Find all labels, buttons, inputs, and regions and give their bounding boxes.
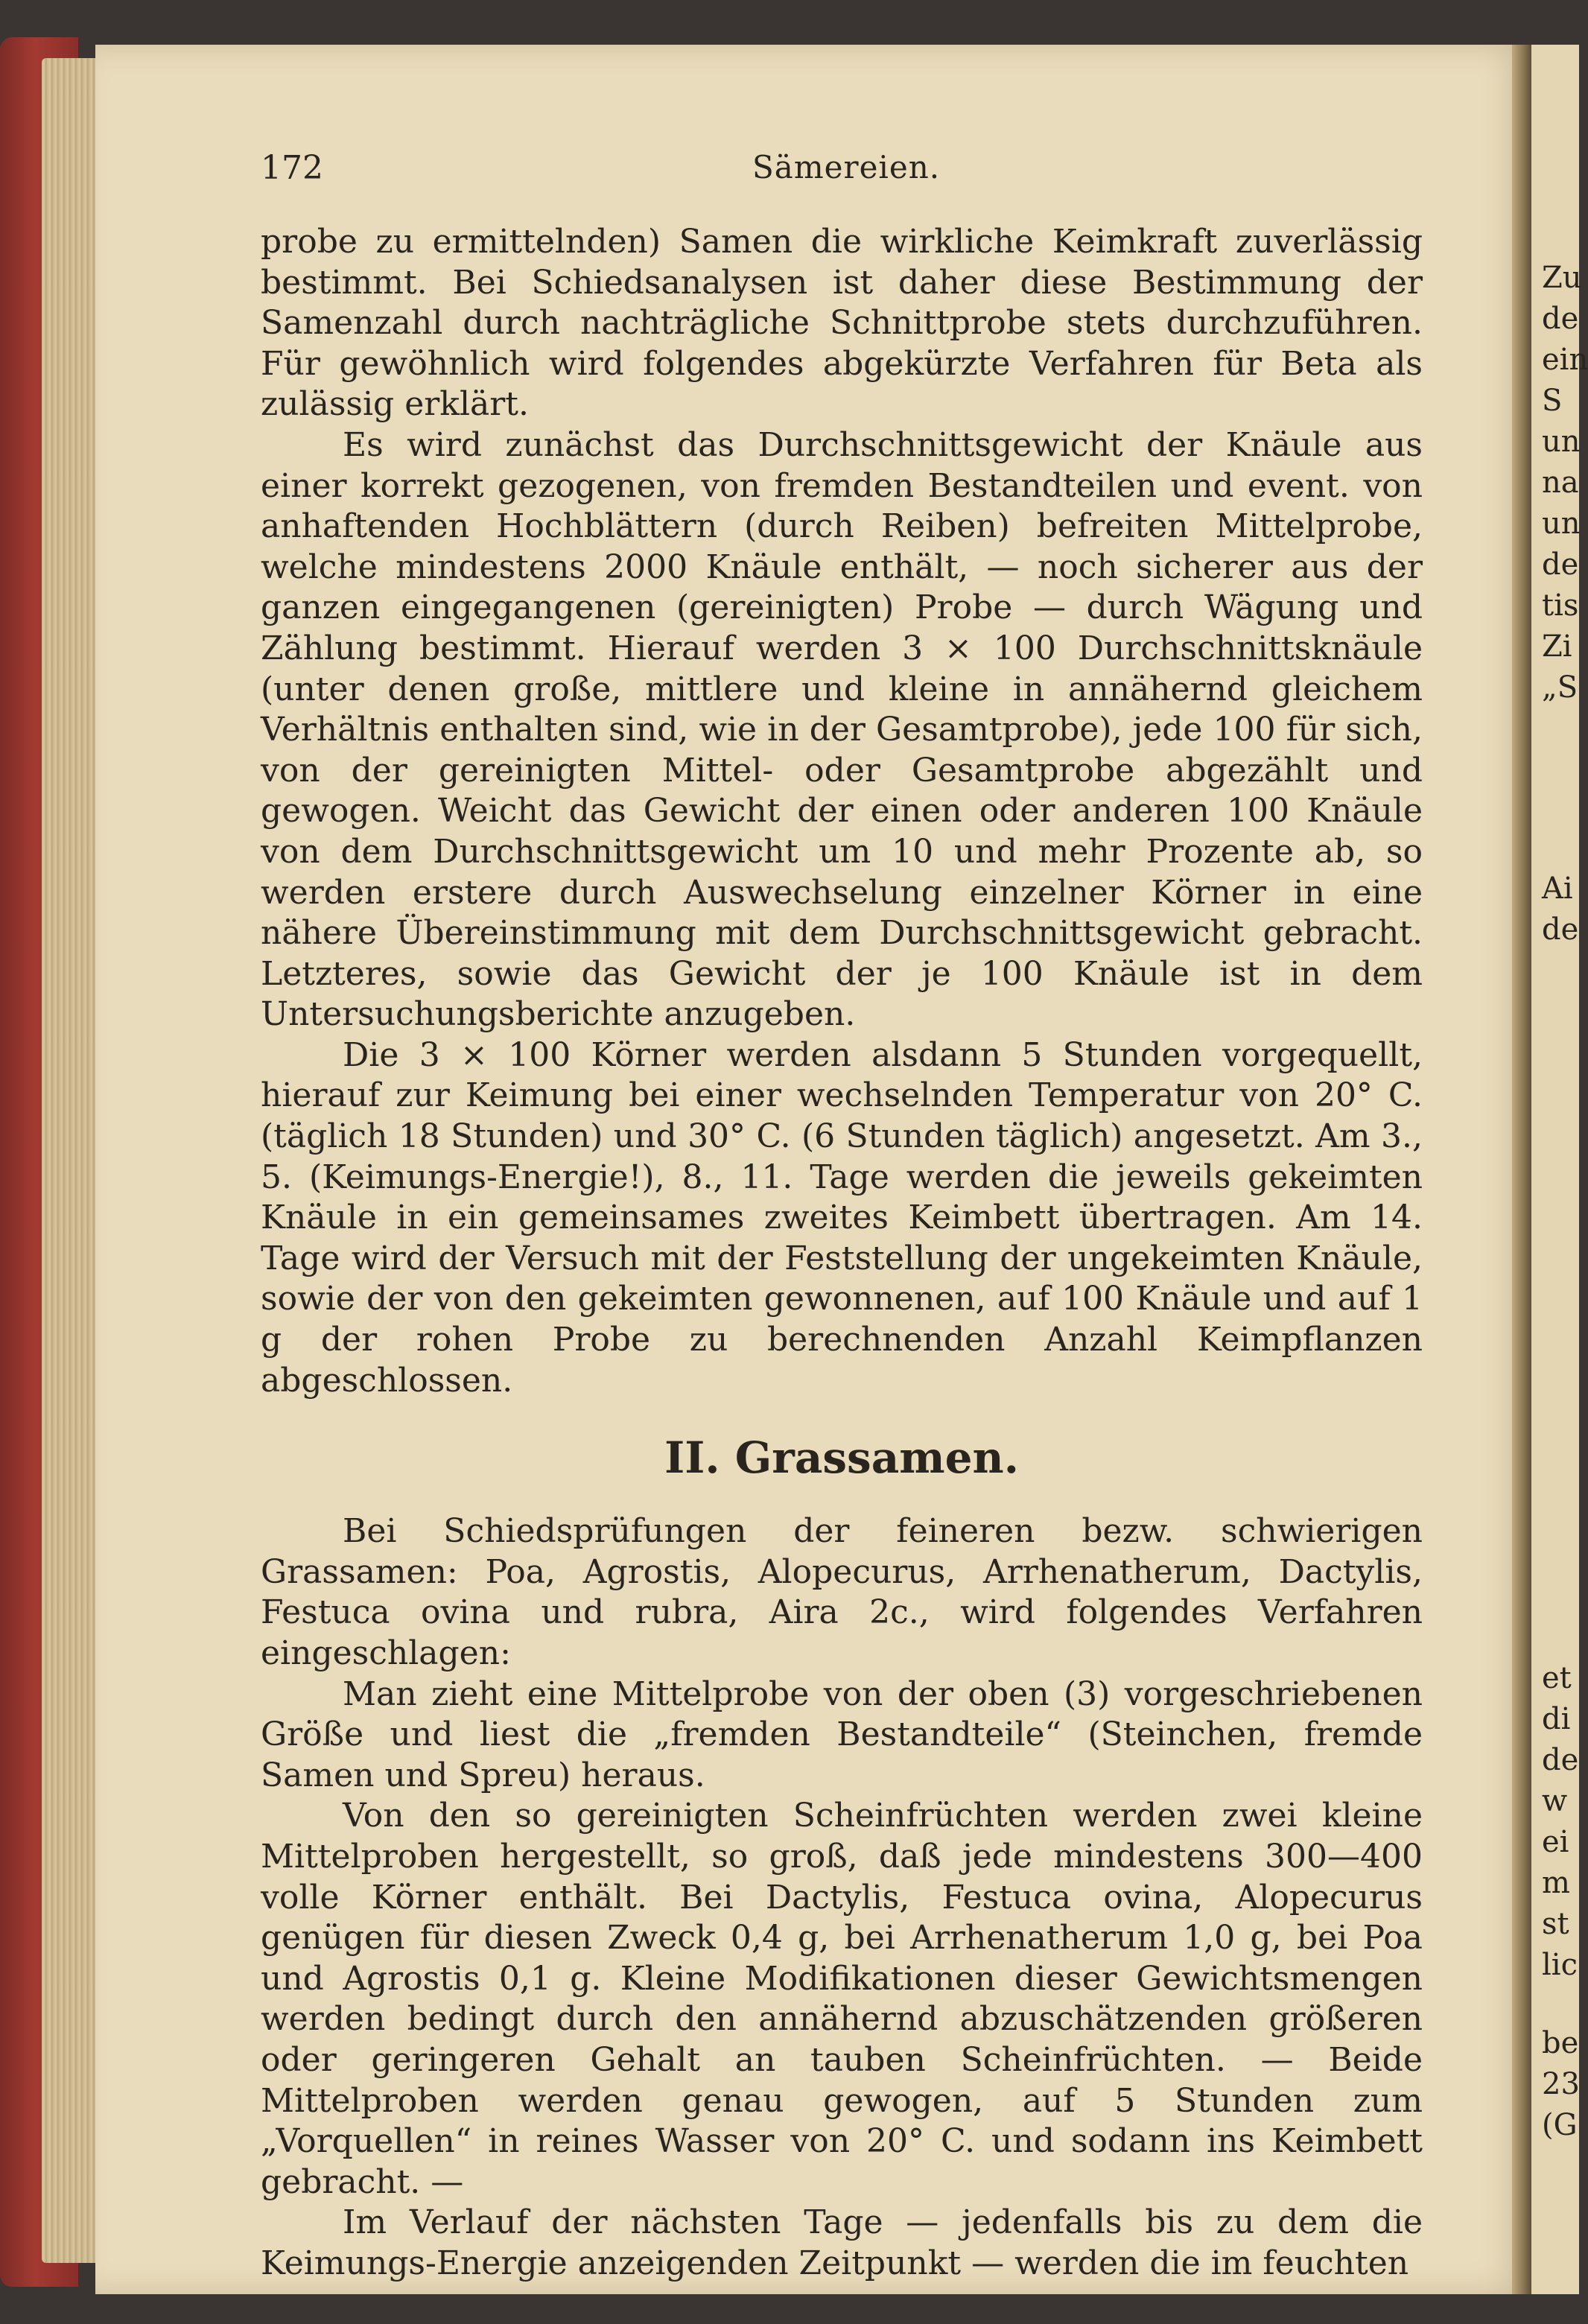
next-page-fragment: de bbox=[1542, 912, 1579, 947]
next-page-fragment: Ai bbox=[1542, 872, 1573, 906]
next-page-fragment: de bbox=[1542, 547, 1579, 582]
body-text bbox=[261, 222, 1423, 2285]
next-page-fragment: be bbox=[1542, 2026, 1579, 2060]
page-number: 172 bbox=[261, 149, 323, 187]
next-page-fragment: et bbox=[1542, 1661, 1572, 1695]
next-page-fragment: Zi bbox=[1542, 629, 1572, 664]
next-page-fragment: 23 bbox=[1542, 2067, 1580, 2101]
running-title: Sämereien. bbox=[752, 149, 941, 185]
gutter bbox=[1512, 45, 1531, 2294]
paragraph: Bei Schiedsprüfungen der feineren bezw. schwierigen Grassamen: Poa, Agrostis, Alopecurus, Arrhenatherum, Dactylis, Festuca ovina und rubra, Aira 2c., wird folgendes Verfahren eingeschlagen: bbox=[261, 1512, 1423, 1672]
next-page-fragment: ei bbox=[1542, 1825, 1569, 1859]
next-page-fragment: „S bbox=[1542, 670, 1578, 705]
next-page-fragment: (G bbox=[1542, 2108, 1578, 2142]
next-page-fragment: m bbox=[1542, 1866, 1570, 1900]
next-page-fragment: un bbox=[1542, 425, 1581, 459]
paragraph: Die 3 × 100 Körner werden alsdann 5 Stunden vorgequellt, hierauf zur Keimung bei einer wechselnden Temperatur von 20° C. (täglich 18 Stunden) und 30° C. (6 Stunden täglich) angesetzt. Am 3., 5. (Keimungs-Energie!), 8., 11. Tage werden die jeweils gekeimten Knäule in ein gemeinsames zweites Keimbett übertragen. Am 14. Tage wird der Versuch mit der Feststellung der ungekeimten Knäule, sowie der von den gekeimten gewonnenen, auf 100 Knäule und auf 1 g der rohen Probe zu berechnenden Anzahl Keimpflanzen abgeschlossen. bbox=[261, 1035, 1423, 1400]
next-page-fragment: na bbox=[1542, 466, 1579, 500]
paragraph: Es wird zunächst das Durchschnittsgewicht der Knäule aus einer korrekt gezogenen, von fremden Bestandteilen und event. von anhaftenden Hochblättern (durch Reiben) befreiten Mittelprobe, welche mindestens 2000 Knäule enthält, — noch sicherer aus der ganzen eingegangenen (gereinigten) Probe — durch Wägung und Zählung bestimmt. Hierauf werden 3 × 100 Durchschnittsknäule (unter denen große, mittlere und kleine in annähernd gleichem Verhältnis enthalten sind, wie in der Gesamtprobe), jede 100 für sich, von der gereinigten Mittel- oder Gesamtprobe abgezählt und gewogen. Weicht das Gewicht der einen oder anderen 100 Knäule von dem Durchschnittsgewicht um 10 und mehr Prozente ab, so werden erstere durch Auswechselung einzelner Körner in eine nähere Übereinstimmung mit dem Durchschnittsgewicht gebracht. Letzteres, sowie das Gewicht der je 100 Knäule ist in dem Untersuchungsberichte anzugeben. bbox=[261, 425, 1423, 1034]
next-page-fragment: w bbox=[1542, 1784, 1568, 1818]
paragraph: probe zu ermittelnden) Samen die wirkliche Keimkraft zuverlässig bestimmt. Bei Schiedsanalysen ist daher diese Bestimmung der Samenzahl durch nachträgliche Schnittprobe stets durchzuführen. Für gewöhnlich wird folgendes abgekürzte Verfahren für Beta als zulässig erklärt. bbox=[261, 223, 1423, 424]
next-page-fragment: tis bbox=[1542, 588, 1579, 623]
page-header bbox=[261, 149, 1423, 194]
next-page-fragment: S bbox=[1542, 384, 1563, 418]
paragraph: Von den so gereinigten Scheinfrüchten werden zwei kleine Mittelproben hergestellt, so groß, daß jede mindestens 300—400 volle Körner enthält. Bei Dactylis, Festuca ovina, Alopecurus genügen für diesen Zweck 0,4 g, bei Arrhenatherum 1,0 g, bei Poa und Agrostis 0,1 g. Kleine Modifikationen dieser Gewichtsmengen werden bedingt durch den annähernd abzuschätzenden größeren oder geringeren Gehalt an tauben Scheinfrüchten. — Beide Mittelproben werden genau gewogen, auf 5 Stunden zum „Vorquellen“ in reines Wasser von 20° C. und sodann ins Keimbett gebracht. — bbox=[261, 1797, 1423, 2201]
next-page-edge bbox=[1531, 45, 1588, 2294]
next-page-fragment: de bbox=[1542, 302, 1579, 336]
next-page-fragment: ein bbox=[1542, 343, 1588, 377]
next-page-fragment: lic bbox=[1542, 1948, 1578, 1982]
next-page-fragment: st bbox=[1542, 1907, 1569, 1941]
next-page-fragment: di bbox=[1542, 1702, 1571, 1736]
section-heading: II. Grassamen. bbox=[664, 1432, 1019, 1484]
paragraph: Man zieht eine Mittelprobe von der oben (3) vorgeschriebenen Größe und liest die „fremden Bestandteile“ (Steinchen, fremde Samen und Spreu) heraus. bbox=[261, 1674, 1423, 1794]
next-page-fragment: Zu bbox=[1542, 261, 1582, 295]
paragraph: Im Verlauf der nächsten Tage — jedenfalls bis zu dem die Keimungs-Energie anzeigenden Zeitpunkt — werden die im feuchten bbox=[261, 2203, 1423, 2282]
next-page-fragment: de bbox=[1542, 1743, 1579, 1777]
next-page-fragment: un bbox=[1542, 507, 1581, 541]
